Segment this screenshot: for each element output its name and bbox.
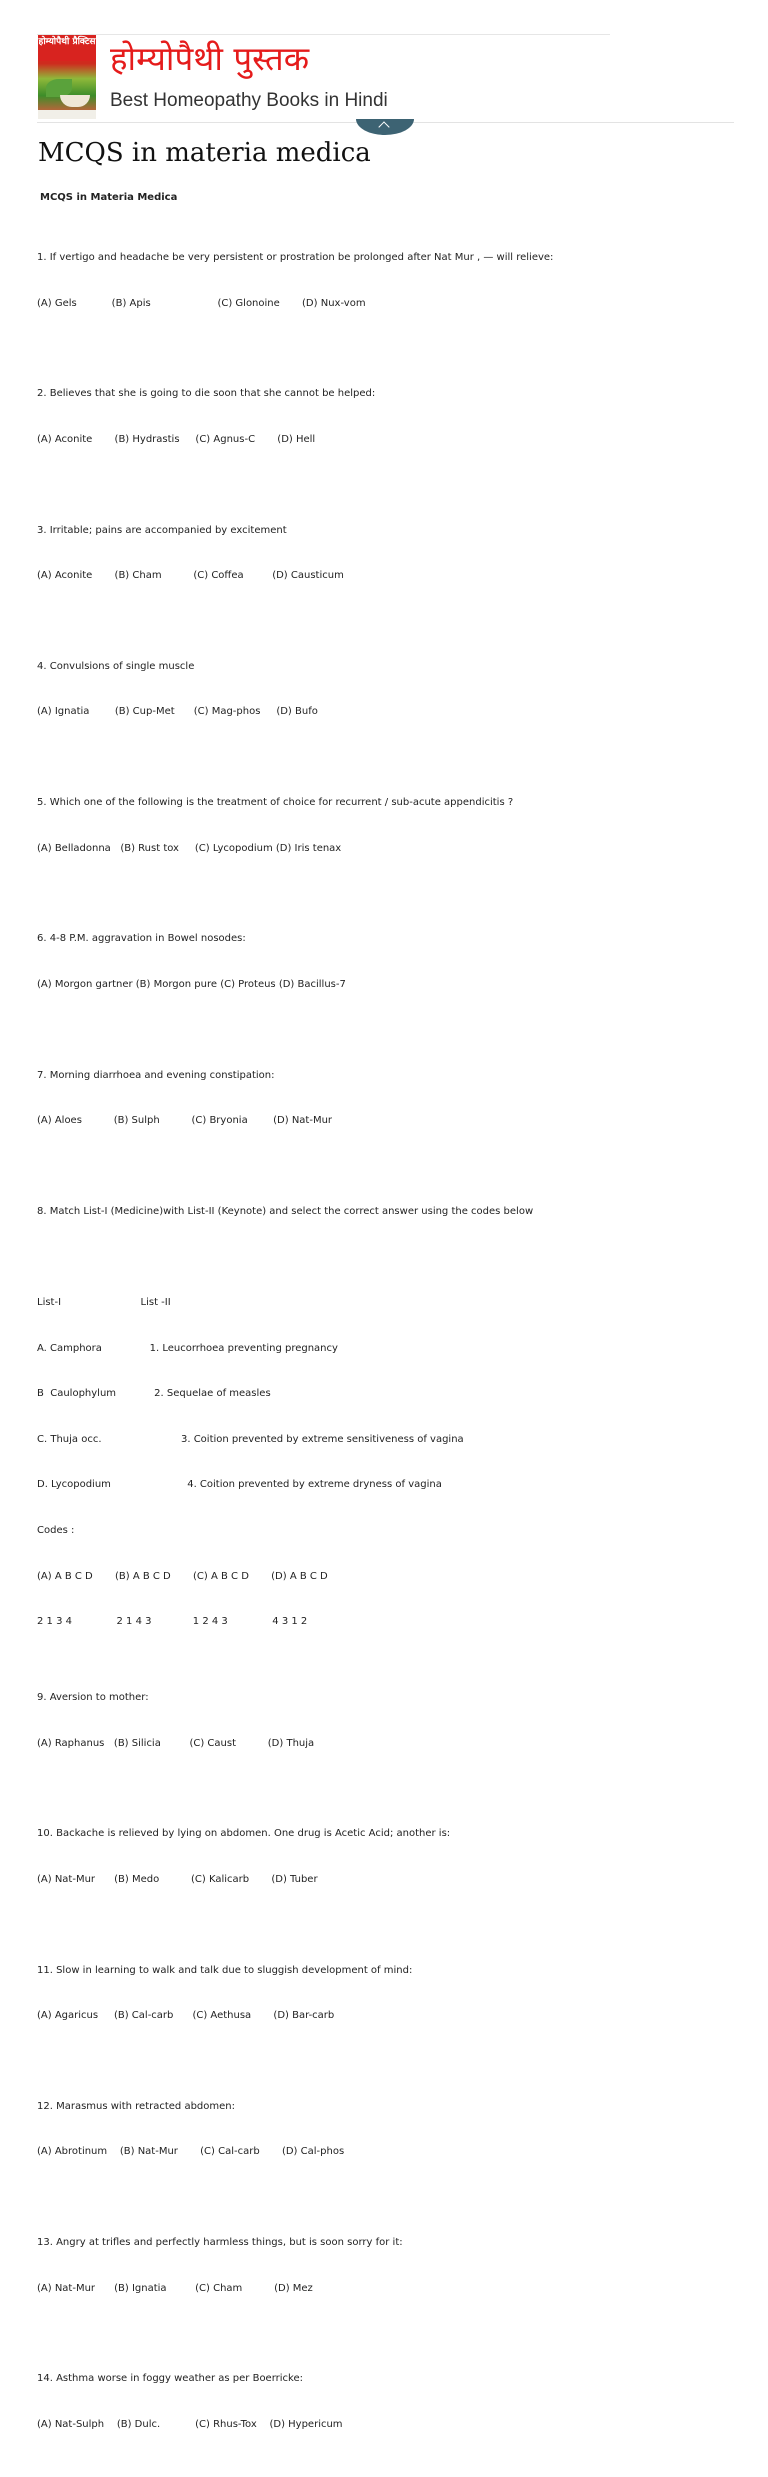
site-tagline: Best Homeopathy Books in Hindi bbox=[110, 90, 388, 111]
question-options: (A) Gels (B) Apis (C) Glonoine (D) Nux-vom bbox=[37, 297, 366, 309]
question-text: 12. Marasmus with retracted abdomen: bbox=[37, 2100, 235, 2112]
match-row: B Caulophylum 2. Sequelae of measles bbox=[37, 1388, 271, 1400]
question-options: (A) Aconite (B) Hydrastis (C) Agnus-C (D) Hell bbox=[37, 434, 316, 446]
document-title: MCQS in materia medica bbox=[38, 138, 371, 168]
question-options: (A) Morgon gartner (B) Morgon pure (C) Proteus (D) Bacillus-7 bbox=[37, 978, 346, 990]
question-text: 9. Aversion to mother: bbox=[37, 1692, 149, 1704]
question-options: (A) Aloes (B) Sulph (C) Bryonia (D) Nat-Mur bbox=[37, 1115, 333, 1127]
question-text: 5. Which one of the following is the treatment of choice for recurrent / sub-acute appendicitis ? bbox=[37, 797, 514, 809]
question-2 bbox=[37, 356, 737, 478]
codes-heads: (A) A B C D (B) A B C D (C) A B C D (D) A B C D bbox=[37, 1570, 328, 1582]
question-options: (A) Nat-Mur (B) Ignatia (C) Cham (D) Mez bbox=[37, 2282, 313, 2294]
question-text: 2. Believes that she is going to die soon that she cannot be helped: bbox=[37, 388, 376, 400]
question-text: 3. Irritable; pains are accompanied by excitement bbox=[37, 524, 287, 536]
question-14 bbox=[37, 2341, 737, 2463]
question-text: 6. 4-8 P.M. aggravation in Bowel nosodes: bbox=[37, 933, 246, 945]
question-3 bbox=[37, 492, 737, 614]
question-1 bbox=[37, 220, 737, 342]
match-row: C. Thuja occ. 3. Coition prevented by extreme sensitiveness of vagina bbox=[37, 1433, 464, 1445]
site-logo[interactable] bbox=[38, 35, 96, 119]
match-row: A. Camphora 1. Leucorrhoea preventing pregnancy bbox=[37, 1342, 338, 1354]
question-options: (A) Abrotinum (B) Nat-Mur (C) Cal-carb (D) Cal-phos bbox=[37, 2146, 345, 2158]
question-text: 7. Morning diarrhoea and evening constipation: bbox=[37, 1069, 275, 1081]
question-11 bbox=[37, 1932, 737, 2054]
question-text: 4. Convulsions of single muscle bbox=[37, 660, 195, 672]
top-divider bbox=[37, 34, 610, 35]
question-text: 10. Backache is relieved by lying on abdomen. One drug is Acetic Acid; another is: bbox=[37, 1828, 451, 1840]
question-10 bbox=[37, 1796, 737, 1918]
question-options: (A) Ignatia (B) Cup-Met (C) Mag-phos (D) Bufo bbox=[37, 706, 318, 718]
spacer bbox=[37, 1249, 737, 1264]
list-header: List-I List -II bbox=[37, 1296, 171, 1308]
site-title[interactable]: होम्योपैथी पुस्तक bbox=[110, 39, 310, 78]
header-collapse-toggle[interactable] bbox=[356, 119, 414, 135]
question-4 bbox=[37, 628, 737, 750]
match-row: D. Lycopodium 4. Coition prevented by extreme dryness of vagina bbox=[37, 1479, 442, 1491]
question-text: 8. Match List-I (Medicine)with List-II (Keynote) and select the correct answer using the codes below bbox=[37, 1205, 534, 1217]
document-subtitle: MCQS in Materia Medica bbox=[40, 192, 178, 203]
question-options: (A) Nat-Sulph (B) Dulc. (C) Rhus-Tox (D) Hypericum bbox=[37, 2418, 343, 2430]
codes-label: Codes : bbox=[37, 1524, 75, 1536]
logo-bowl bbox=[60, 95, 90, 107]
question-7 bbox=[37, 1037, 737, 1159]
question-6 bbox=[37, 901, 737, 1023]
question-9 bbox=[37, 1660, 737, 1782]
logo-footer bbox=[38, 110, 96, 119]
question-text: 11. Slow in learning to walk and talk due to sluggish development of mind: bbox=[37, 1964, 413, 1976]
question-5 bbox=[37, 765, 737, 887]
question-13 bbox=[37, 2205, 737, 2327]
question-options: (A) Nat-Mur (B) Medo (C) Kalicarb (D) Tuber bbox=[37, 1874, 318, 1886]
question-options: (A) Aconite (B) Cham (C) Coffea (D) Causticum bbox=[37, 570, 344, 582]
question-options: (A) Raphanus (B) Silicia (C) Caust (D) Thuja bbox=[37, 1737, 315, 1749]
question-8 bbox=[37, 1173, 737, 1659]
question-text: 14. Asthma worse in foggy weather as per Boerricke: bbox=[37, 2373, 303, 2385]
question-text: 1. If vertigo and headache be very persistent or prostration be prolonged after Nat Mur , — will relieve: bbox=[37, 252, 554, 264]
document-content bbox=[37, 190, 737, 2477]
question-text: 13. Angry at trifles and perfectly harmless things, but is soon sorry for it: bbox=[37, 2237, 403, 2249]
question-12 bbox=[37, 2068, 737, 2190]
chevron-up-icon bbox=[378, 121, 389, 132]
logo-masthead: होम्योपैथी प्रैक्टिस bbox=[38, 35, 96, 61]
question-options: (A) Agaricus (B) Cal-carb (C) Aethusa (D) Bar-carb bbox=[37, 2010, 335, 2022]
question-options: (A) Belladonna (B) Rust tox (C) Lycopodium (D) Iris tenax bbox=[37, 842, 342, 854]
codes-values: 2 1 3 4 2 1 4 3 1 2 4 3 4 3 1 2 bbox=[37, 1616, 308, 1628]
